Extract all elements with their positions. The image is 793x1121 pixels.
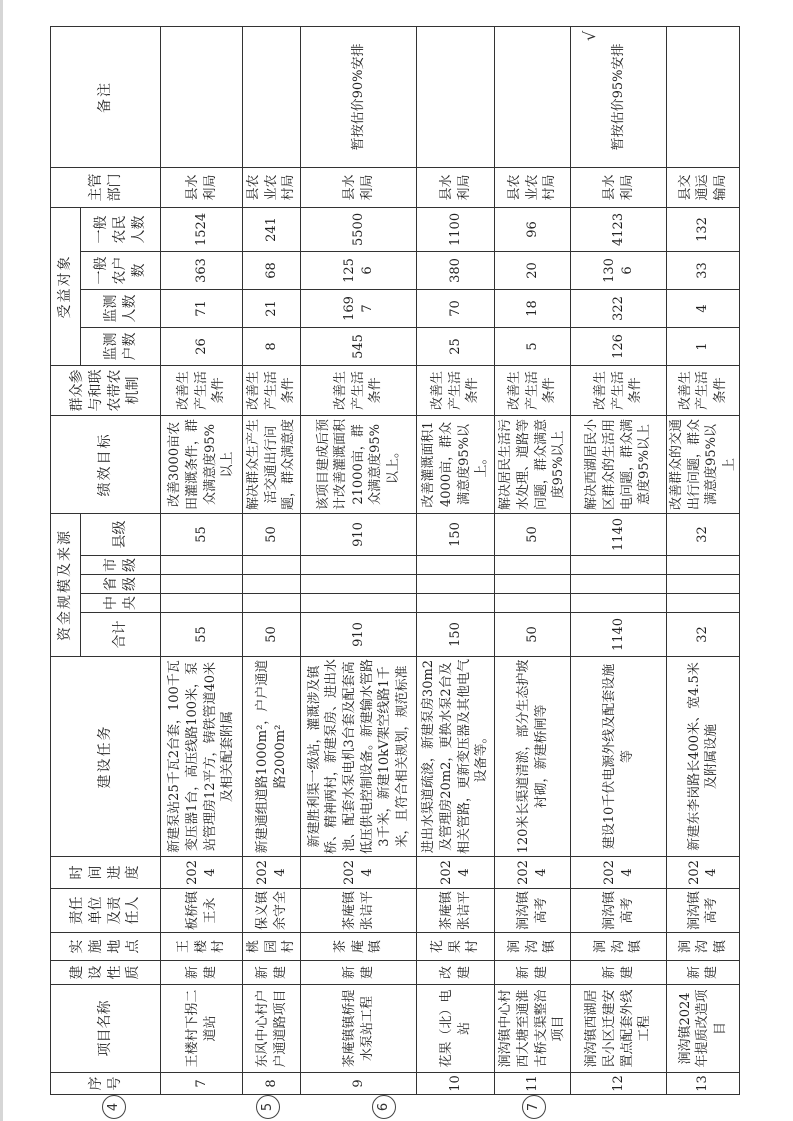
cell-monitor-people: 1697 [301,289,417,327]
cell-city [243,556,301,575]
cell-monitor-households: 1 [667,327,740,365]
cell-schedule: 2024 [417,857,495,889]
cell-central [417,594,495,613]
cell-mechanism: 改善生产生活条件 [417,365,495,415]
cell-remark [417,26,495,167]
circled-mark: 6 [372,1095,396,1119]
cell-location: 王楼村 [161,933,243,961]
cell-city [161,556,243,575]
cell-total: 50 [243,613,301,657]
cell-general-households: 1306 [571,251,667,289]
table-row [495,26,571,1094]
header-remark: 备注 [51,26,161,167]
header-goal: 绩效目标 [51,415,161,513]
cell-general-people: 96 [495,207,571,251]
cell-central [571,594,667,613]
cell-total: 55 [161,613,243,657]
header-name: 项目名称 [51,985,161,1073]
cell-central [495,594,571,613]
cell-task: 新建泵站25千瓦2台套，100千瓦变压器1台，高压线路100米，泵站管理房12平方，铸铁管道40米及相关配套附属 [161,657,243,857]
cell-county: 50 [495,513,571,555]
header-mechanism: 群众参与和联农带农机制 [51,365,161,415]
header-central: 中央 [81,594,161,613]
cell-seq: 12 [571,1073,667,1095]
cell-general-people: 1524 [161,207,243,251]
cell-city [495,556,571,575]
cell-county: 150 [417,513,495,555]
cell-county: 1140 [571,513,667,555]
cell-monitor-people: 18 [495,289,571,327]
cell-total: 1140 [571,613,667,657]
cell-general-households: 20 [495,251,571,289]
cell-task: 进出水渠道疏浚，新建泵房30m2及管理房20m2，更换水泵2台及相关管路，更新变压器及其他电气设备等。 [417,657,495,857]
cell-central [243,594,301,613]
cell-monitor-households: 126 [571,327,667,365]
cell-central [161,594,243,613]
cell-central [301,594,417,613]
cell-task: 120米长渠道清淤，部分生态护坡衬砌，新建桥闸等 [495,657,571,857]
cell-nature: 新建 [667,961,740,985]
cell-unit: 涧沟镇高考 [495,889,571,933]
cell-general-households: 363 [161,251,243,289]
circled-mark: 4 [102,1095,126,1119]
cell-unit: 茶庵镇张诘平 [301,889,417,933]
cell-monitor-households: 545 [301,327,417,365]
cell-monitor-households: 25 [417,327,495,365]
cell-nature: 新建 [161,961,243,985]
cell-general-households: 1256 [301,251,417,289]
cell-name: 涧沟镇西湖居民小区迁建安置点配套外线工程 [571,985,667,1073]
cell-central [667,594,740,613]
header-task: 建设任务 [51,657,161,857]
header-general-households: 一般农户数 [81,251,161,289]
cell-location: 涧沟镇 [495,933,571,961]
cell-mechanism: 改善生产生活条件 [161,365,243,415]
cell-provincial [243,575,301,594]
header-county: 县级 [81,513,161,555]
table-row [667,26,740,1094]
cell-dept: 县水利局 [417,167,495,207]
header-nature: 建设性质 [51,961,161,985]
cell-goal: 解决西湖居民小区群众的生活用电问题，群众满意度95%以上 [571,415,667,513]
cell-seq: 7 [161,1073,243,1095]
cell-nature: 新建 [301,961,417,985]
cell-name: 茶庵镇镇桥提水泵站工程 [301,985,417,1073]
circled-mark: 7 [522,1095,546,1119]
cell-provincial [667,575,740,594]
header-funding: 资金规模及来源 [51,513,81,656]
cell-unit: 涧沟镇高考 [667,889,740,933]
cell-goal: 该项目建成后预计改善灌溉面积21000亩，群众满意度95%以上。 [301,415,417,513]
cell-seq: 9 [301,1073,417,1095]
cell-goal: 改善灌溉面积14000亩，群众满意度95%以上。 [417,415,495,513]
cell-total: 910 [301,613,417,657]
header-monitor-households: 监测户数 [81,327,161,365]
project-table [50,26,740,1095]
cell-general-people: 241 [243,207,301,251]
cell-county: 55 [161,513,243,555]
cell-name: 涧沟镇中心村西大塘至通淮古桥支渠整治项目 [495,985,571,1073]
cell-provincial [301,575,417,594]
cell-general-people: 132 [667,207,740,251]
header-location: 实施地点 [51,933,161,961]
cell-location: 茶庵镇 [301,933,417,961]
cell-task: 新建通组道路1000m²，户户通道路2000m² [243,657,301,857]
header-monitor-people: 监测人数 [81,289,161,327]
cell-general-households: 68 [243,251,301,289]
cell-county: 32 [667,513,740,555]
cell-location: 花果村 [417,933,495,961]
table-row [417,26,495,1094]
cell-nature: 改建 [417,961,495,985]
table-row [161,26,243,1094]
cell-unit: 板桥镇王永 [161,889,243,933]
cell-dept: 县交通运输局 [667,167,740,207]
cell-unit: 茶庵镇张诘平 [417,889,495,933]
cell-city [301,556,417,575]
cell-location: 桃园村 [243,933,301,961]
cell-monitor-people: 71 [161,289,243,327]
cell-monitor-people: 70 [417,289,495,327]
cell-schedule: 2024 [667,857,740,889]
cell-total: 150 [417,613,495,657]
cell-schedule: 2024 [161,857,243,889]
cell-name: 涧沟镇2024年提质改造项目 [667,985,740,1073]
header-beneficiaries: 受益对象 [51,207,81,365]
table-row [571,26,667,1094]
cell-dept: 县农业农村局 [243,167,301,207]
cell-remark: 暂按估价90%安排 [301,26,417,167]
header-seq: 序号 [51,1073,161,1095]
cell-goal: 改善3000亩农田灌溉条件，群众满意度95%以上 [161,415,243,513]
cell-name: 王楼村下拐二道站 [161,985,243,1073]
handwritten-check-mark: √ [580,30,599,41]
cell-monitor-households: 8 [243,327,301,365]
cell-monitor-people: 322 [571,289,667,327]
cell-seq: 10 [417,1073,495,1095]
cell-general-people: 5500 [301,207,417,251]
scan-edge [0,0,3,1121]
cell-dept: 县水利局 [161,167,243,207]
cell-name: 花果（北）电站 [417,985,495,1073]
cell-schedule: 2024 [243,857,301,889]
cell-seq: 13 [667,1073,740,1095]
cell-total: 50 [495,613,571,657]
cell-mechanism: 改善生产生活条件 [301,365,417,415]
cell-county: 50 [243,513,301,555]
cell-county: 910 [301,513,417,555]
circled-mark: 5 [256,1095,280,1119]
header-general-people: 一般农民人数 [81,207,161,251]
cell-city [571,556,667,575]
cell-goal: 解决群众生产生活交通出行问题，群众满意度 [243,415,301,513]
cell-task: 建设10千伏电源外线及配套设施等 [571,657,667,857]
cell-general-people: 4123 [571,207,667,251]
cell-remark [495,26,571,167]
cell-monitor-people: 21 [243,289,301,327]
cell-general-households: 33 [667,251,740,289]
cell-total: 32 [667,613,740,657]
cell-schedule: 2024 [301,857,417,889]
cell-nature: 新建 [243,961,301,985]
cell-provincial [571,575,667,594]
cell-general-households: 380 [417,251,495,289]
cell-dept: 县水利局 [301,167,417,207]
cell-remark [243,26,301,167]
cell-schedule: 2024 [571,857,667,889]
cell-city [417,556,495,575]
cell-unit: 保义镇余守全 [243,889,301,933]
header-schedule: 时间进度 [51,857,161,889]
cell-provincial [495,575,571,594]
cell-nature: 新建 [571,961,667,985]
cell-location: 涧沟镇 [667,933,740,961]
cell-nature: 新建 [495,961,571,985]
table-row [301,26,417,1094]
cell-schedule: 2024 [495,857,571,889]
cell-mechanism: 改善生产生活条件 [495,365,571,415]
cell-monitor-households: 5 [495,327,571,365]
cell-name: 东风中心村户户通道路项目 [243,985,301,1073]
header-city: 市级 [81,556,161,575]
header-provincial: 省级 [81,575,161,594]
cell-remark [161,26,243,167]
cell-dept: 县水利局 [571,167,667,207]
table-body [161,26,740,1094]
cell-goal: 改善群众的交通出行问题，群众满意度95%以上 [667,415,740,513]
cell-task: 新建胜利渠一级站，灌溉涉及镇桥、精神两村，新建泵房、进出水池、配套水泵电机3台套及配套高低压供电控制设备。新建输水管路3千米，新建10kV架空线路1千米，且符合相关规划，规范标准 [301,657,417,857]
cell-dept: 县农业农村局 [495,167,571,207]
cell-general-people: 1100 [417,207,495,251]
cell-unit: 涧沟镇高考 [571,889,667,933]
cell-provincial [161,575,243,594]
header-dept: 主管部门 [51,167,161,207]
cell-monitor-households: 26 [161,327,243,365]
cell-task: 新建东李岗路长400米、宽4.5米及附属设施 [667,657,740,857]
header-total: 合计 [81,613,161,657]
cell-city [667,556,740,575]
cell-remark: 暂按估价95%安排 [571,26,667,167]
cell-goal: 解决居民生活污水处理、道路等问题，群众满意度95%以上 [495,415,571,513]
cell-seq: 8 [243,1073,301,1095]
cell-mechanism: 改善生产生活条件 [571,365,667,415]
cell-remark [667,26,740,167]
cell-seq: 11 [495,1073,571,1095]
cell-mechanism: 改善生产生活条件 [243,365,301,415]
cell-mechanism: 改善生产生活条件 [667,365,740,415]
table-row [243,26,301,1094]
header-unit: 责任单位及责任人 [51,889,161,933]
cell-location: 涧沟镇 [571,933,667,961]
cell-monitor-people: 4 [667,289,740,327]
cell-provincial [417,575,495,594]
